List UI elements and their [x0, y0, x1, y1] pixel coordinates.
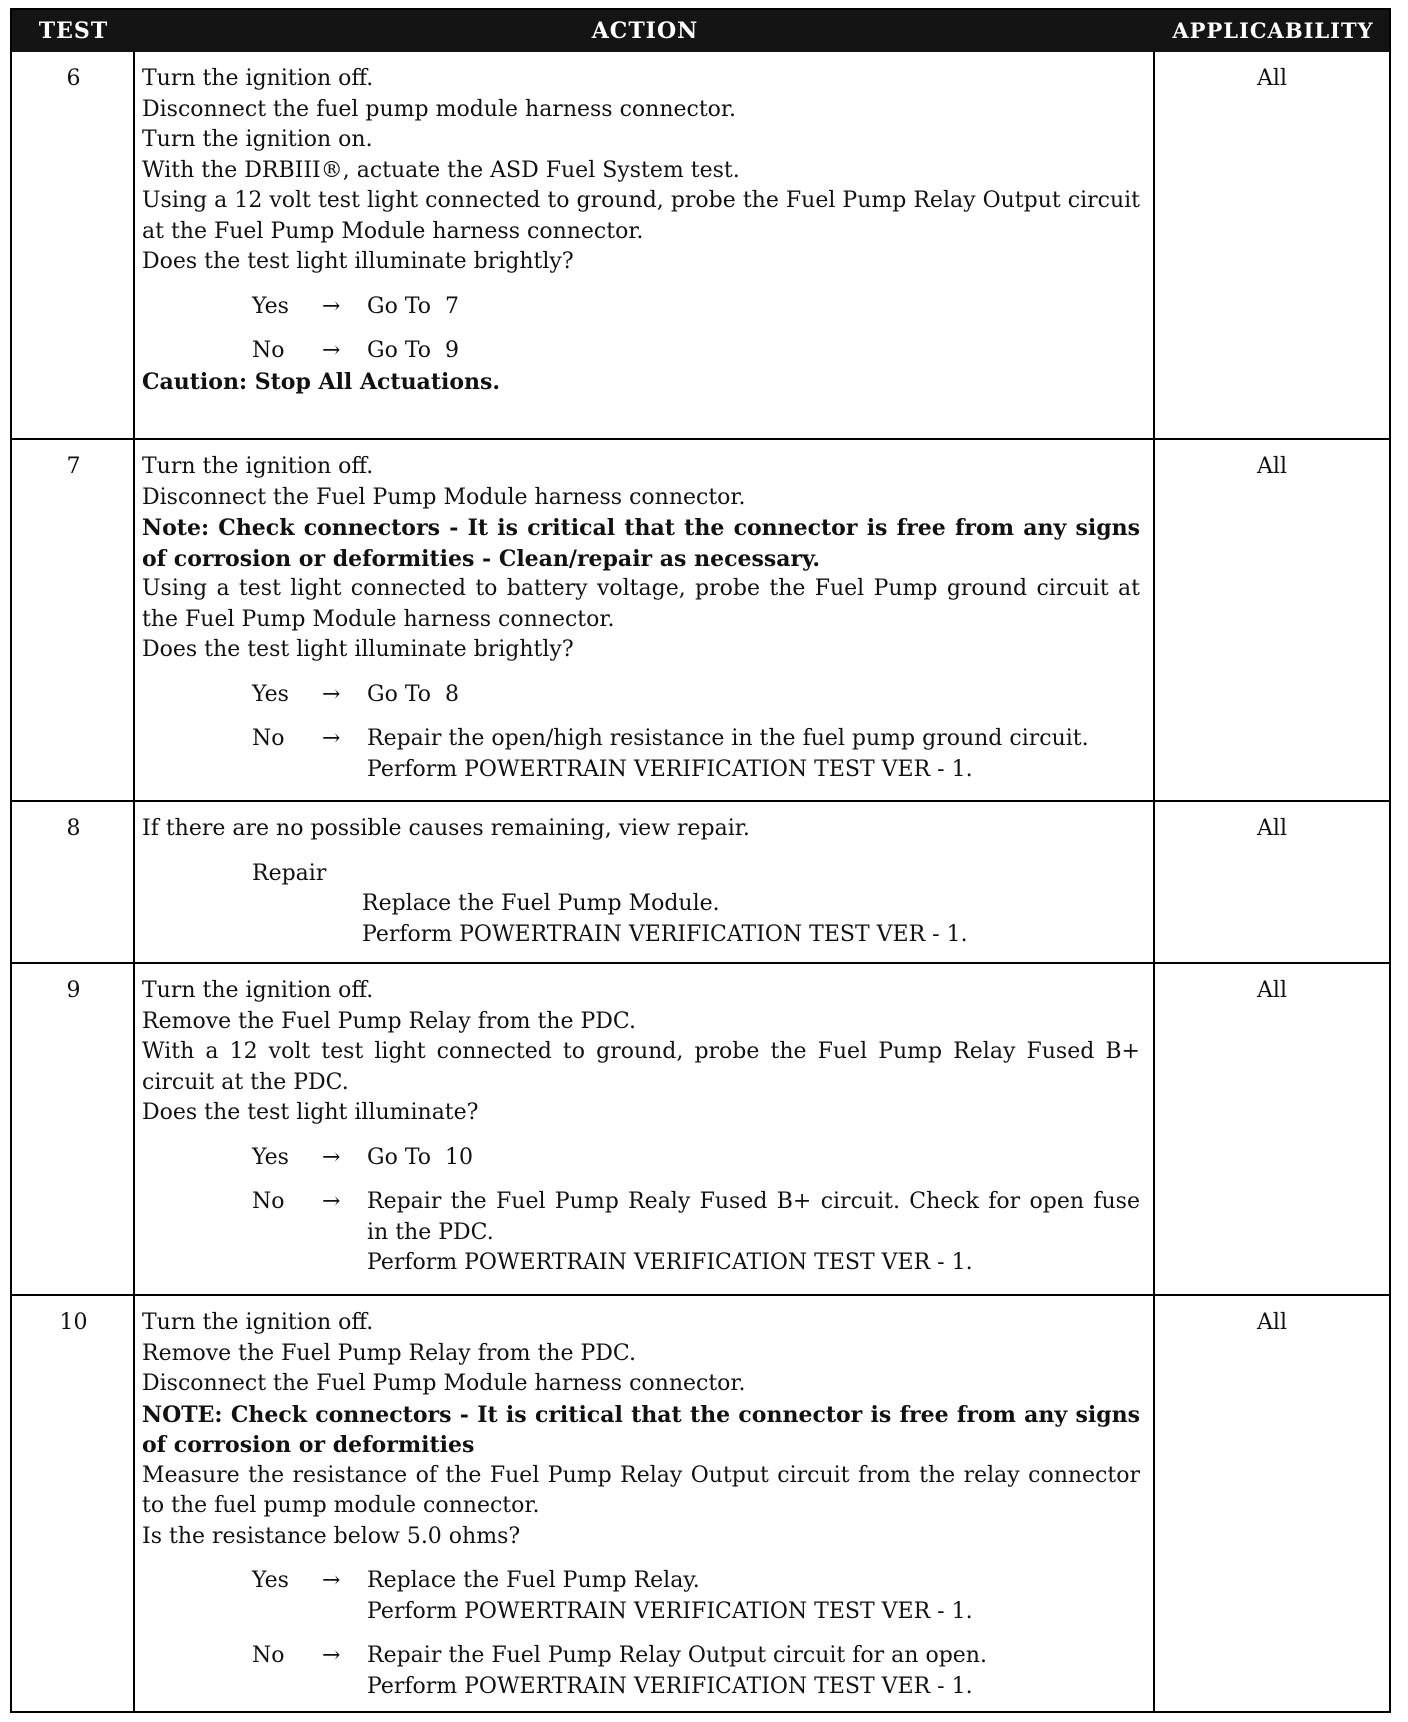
action-line: If there are no possible causes remaining, view repair. — [142, 816, 750, 841]
arrow-icon: → — [322, 1189, 341, 1214]
action-line: Disconnect the Fuel Pump Module harness connector. — [142, 484, 746, 510]
yes-label: Yes — [252, 1144, 289, 1170]
yes-result: Go To 7 — [367, 293, 460, 319]
yes-result-line: Perform POWERTRAIN VERIFICATION TEST VER - 1. — [367, 1598, 973, 1624]
yes-option — [142, 1143, 1140, 1174]
no-result-line: Repair the open/high resistance in the fuel pump ground circuit. — [367, 726, 1089, 751]
table-row — [12, 52, 1389, 438]
no-result: Go To 9 — [367, 338, 460, 363]
test-number: 10 — [59, 1310, 88, 1335]
action-cell — [142, 814, 1140, 950]
action-line: Does the test light illuminate brightly? — [142, 249, 574, 274]
no-label: No — [252, 1643, 285, 1668]
no-result — [367, 724, 1140, 785]
header-action: ACTION — [591, 18, 699, 44]
arrow-icon: → — [322, 293, 341, 319]
yes-result: Go To 10 — [367, 1144, 474, 1170]
header-test: TEST — [38, 18, 109, 44]
applicability-value: All — [1257, 816, 1287, 841]
action-line: Turn the ignition off. — [142, 66, 374, 91]
action-line: Does the test light illuminate brightly? — [142, 637, 574, 662]
action-line: Turn the ignition on. — [142, 127, 373, 152]
yes-result: Go To 8 — [367, 681, 460, 707]
applicability-value: All — [1257, 1310, 1287, 1335]
action-line: Measure the resistance of the Fuel Pump Relay Output circuit from the relay connector to the fuel pump module connector. — [142, 1462, 1140, 1518]
applicability-value: All — [1257, 66, 1287, 91]
action-cell — [142, 1308, 1140, 1702]
table-header — [12, 10, 1389, 52]
applicability-value: All — [1257, 454, 1287, 479]
yes-option — [142, 680, 1140, 711]
action-line: Using a test light connected to battery voltage, probe the Fuel Pump ground circuit at the Fuel Pump Module harness connector. — [142, 576, 1140, 632]
no-option — [142, 336, 1140, 367]
no-result-line: Repair the Fuel Pump Realy Fused B+ circuit. Check for open fuse in the PDC. — [367, 1189, 1140, 1245]
repair-line: Replace the Fuel Pump Module. — [362, 891, 720, 916]
action-line: Remove the Fuel Pump Relay from the PDC. — [142, 1008, 636, 1034]
arrow-icon: → — [322, 726, 341, 751]
table-row — [12, 964, 1389, 1294]
repair-label: Repair — [252, 860, 327, 886]
table-row — [12, 1296, 1389, 1711]
no-label: No — [252, 726, 285, 751]
action-line: Remove the Fuel Pump Relay from the PDC. — [142, 1340, 636, 1366]
no-result-line: Repair the Fuel Pump Relay Output circuit for an open. — [367, 1643, 987, 1668]
header-applicability: APPLICABILITY — [1172, 18, 1374, 43]
arrow-icon: → — [322, 338, 341, 363]
test-number: 7 — [66, 454, 81, 479]
no-option — [142, 1641, 1140, 1702]
arrow-icon: → — [322, 1568, 341, 1593]
yes-result — [367, 1566, 1140, 1627]
action-cell — [142, 452, 1140, 785]
repair-line: Perform POWERTRAIN VERIFICATION TEST VER - 1. — [362, 921, 968, 947]
yes-option — [142, 292, 1140, 323]
action-cell — [142, 976, 1140, 1279]
yes-label: Yes — [252, 293, 289, 319]
arrow-icon: → — [322, 1144, 341, 1170]
action-line: Does the test light illuminate? — [142, 1100, 479, 1125]
yes-result-line: Replace the Fuel Pump Relay. — [367, 1568, 700, 1593]
caution-text: Caution: Stop All Actuations. — [142, 368, 501, 395]
no-result-line: Perform POWERTRAIN VERIFICATION TEST VER - 1. — [367, 1673, 973, 1699]
yes-label: Yes — [252, 1568, 289, 1593]
note-text: NOTE: Check connectors - It is critical that the connector is free from any signs of corrosion or deformities — [142, 1401, 1140, 1458]
no-result — [367, 1641, 1140, 1702]
test-number: 6 — [66, 66, 81, 91]
no-option — [142, 724, 1140, 785]
table-row — [12, 440, 1389, 800]
action-line: Using a 12 volt test light connected to ground, probe the Fuel Pump Relay Output circuit at the Fuel Pump Module harness connector. — [142, 188, 1140, 244]
no-result-line: Perform POWERTRAIN VERIFICATION TEST VER - 1. — [367, 756, 973, 782]
action-line: With a 12 volt test light connected to ground, probe the Fuel Pump Relay Fused B+ circuit at the PDC. — [142, 1039, 1140, 1095]
arrow-icon: → — [322, 1643, 341, 1668]
no-label: No — [252, 338, 285, 363]
no-result-line: Perform POWERTRAIN VERIFICATION TEST VER - 1. — [367, 1250, 973, 1275]
action-line: Is the resistance below 5.0 ohms? — [142, 1523, 521, 1549]
action-cell — [142, 64, 1140, 397]
applicability-value: All — [1257, 978, 1287, 1003]
table-row — [12, 802, 1389, 962]
no-option — [142, 1187, 1140, 1279]
note-text: Note: Check connectors - It is critical that the connector is free from any signs of corrosion or deformities - Clean/repair as necessary. — [142, 515, 1140, 572]
action-line: Turn the ignition off. — [142, 1310, 374, 1335]
yes-label: Yes — [252, 681, 289, 707]
arrow-icon: → — [322, 681, 341, 707]
yes-option — [142, 1566, 1140, 1627]
action-line: Disconnect the Fuel Pump Module harness connector. — [142, 1371, 746, 1396]
diagnostic-table — [10, 8, 1391, 1713]
test-number: 8 — [66, 816, 81, 841]
no-label: No — [252, 1189, 285, 1214]
action-line: Turn the ignition off. — [142, 454, 374, 479]
no-result — [367, 1187, 1140, 1279]
action-line: Disconnect the fuel pump module harness connector. — [142, 96, 737, 122]
action-line: Turn the ignition off. — [142, 978, 374, 1003]
test-number: 9 — [66, 978, 81, 1003]
repair-block — [142, 859, 1140, 951]
action-line: With the DRBIII®, actuate the ASD Fuel System test. — [142, 157, 740, 183]
